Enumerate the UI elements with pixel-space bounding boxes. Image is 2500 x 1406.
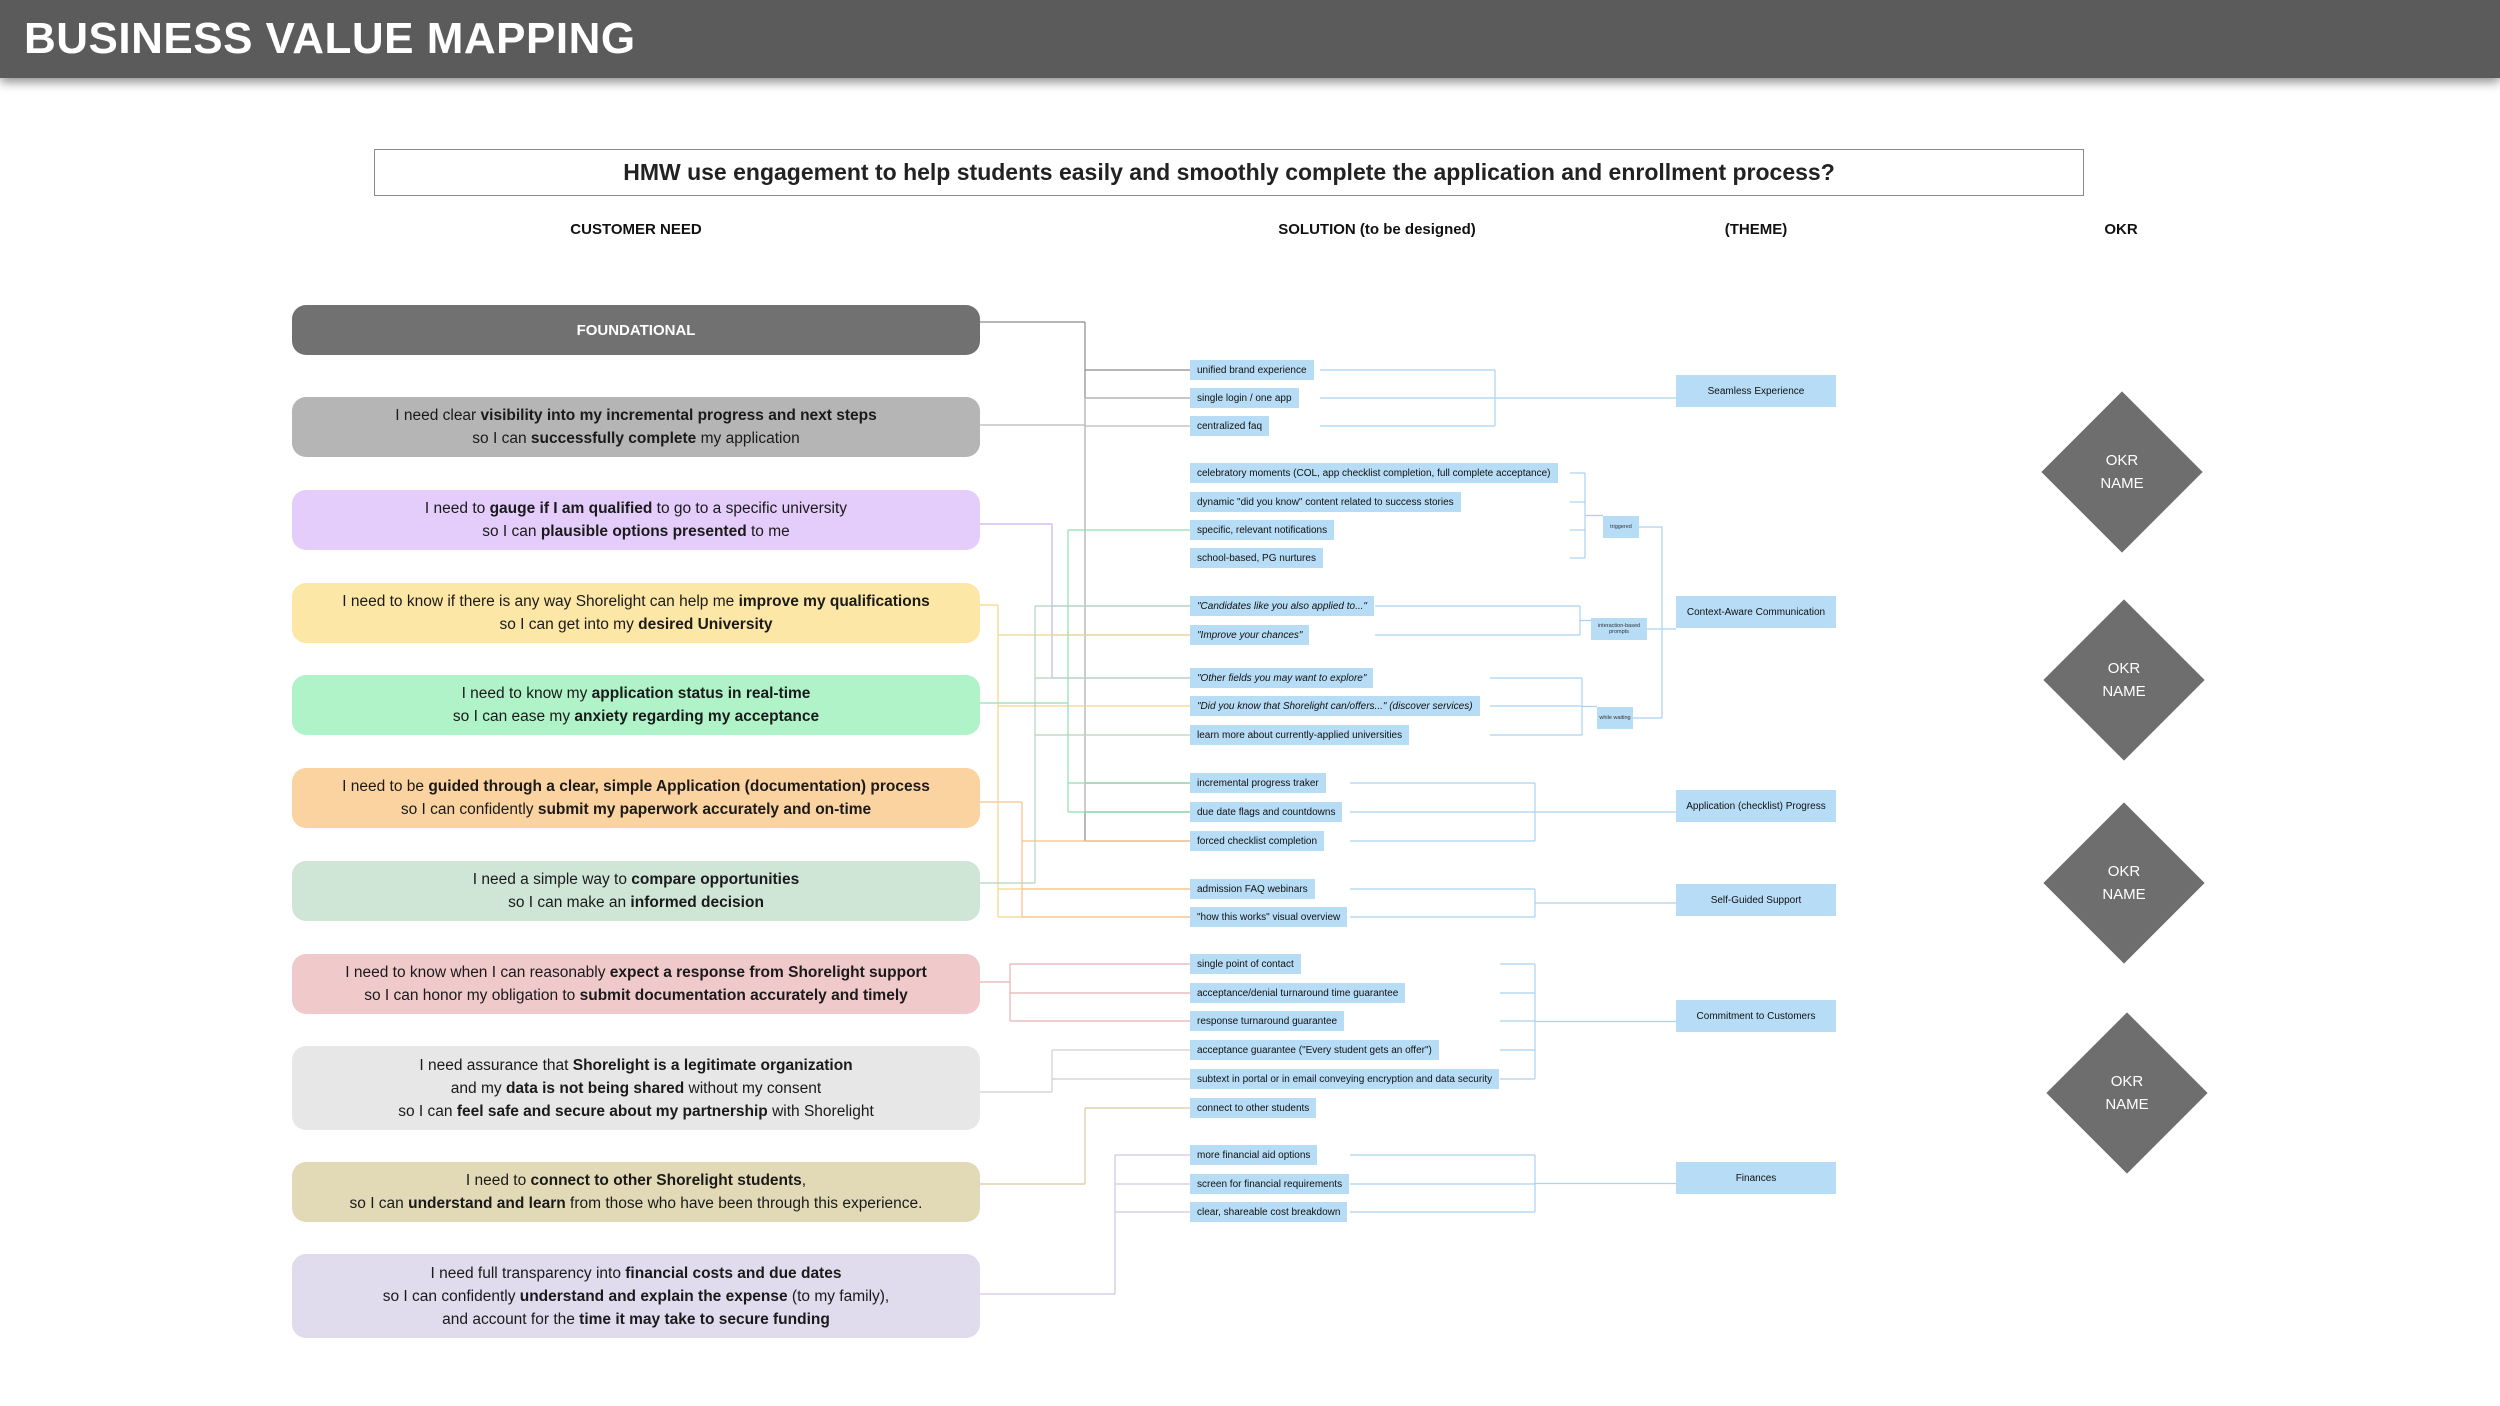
need-text-line — [499, 613, 772, 636]
solution-item: "how this works" visual overview — [1190, 907, 1347, 927]
solution-item: admission FAQ webinars — [1190, 879, 1315, 899]
need-text-segment: I need a simple way to — [472, 871, 632, 888]
okr-label-line: OKR — [2110, 1073, 2144, 1090]
need-text-line — [577, 319, 696, 342]
need-text-segment: I need to know my — [461, 685, 592, 702]
need-text-segment: financial costs and due dates — [625, 1264, 842, 1282]
need-text-segment: expect a response from Shorelight support — [609, 964, 927, 981]
okr-label-line: OKR — [2105, 452, 2139, 469]
connector-line — [980, 605, 998, 917]
need-financial — [292, 1254, 980, 1338]
theme-box: Context-Aware Communication — [1676, 596, 1836, 628]
need-text-segment: so I can get into my — [499, 616, 639, 633]
okr-label-line: NAME — [2102, 886, 2146, 903]
okr-label — [2042, 449, 2202, 495]
need-text-segment: improve my qualifications — [738, 593, 930, 610]
solution-item: school-based, PG nurtures — [1190, 548, 1323, 568]
connector-line — [980, 1050, 1052, 1092]
need-text-segment: time it may take to secure funding — [579, 1310, 830, 1328]
need-text-segment: so I can — [349, 1195, 409, 1212]
need-guided — [292, 768, 980, 828]
need-text-line — [466, 1169, 806, 1192]
connector-line — [980, 964, 1010, 1021]
need-text-segment: guided through a clear, simple Application (documentation) process — [428, 778, 930, 795]
okr-label — [2044, 657, 2204, 703]
need-text-segment: connect to other Shorelight students — [530, 1172, 802, 1189]
need-text-segment: visibility into my incremental progress and next steps — [480, 407, 877, 424]
okr-label-line: NAME — [2105, 1096, 2149, 1113]
need-text-segment: my application — [696, 430, 800, 447]
need-text-segment: Shorelight is a legitimate organization — [572, 1056, 853, 1074]
need-text-line — [482, 520, 790, 543]
need-legitimate — [292, 1046, 980, 1130]
need-text-segment: , — [801, 1172, 807, 1189]
need-text-segment: gauge if I am qualified — [489, 500, 653, 517]
need-text-segment: submit my paperwork accurately and on-time — [537, 801, 872, 818]
okr-label-line: OKR — [2107, 863, 2141, 880]
need-connect — [292, 1162, 980, 1222]
need-text-line — [342, 775, 930, 798]
need-text-segment: desired University — [638, 616, 773, 633]
need-text-line — [342, 590, 930, 613]
need-text-line — [401, 798, 871, 821]
need-text-segment: and account for the — [442, 1310, 580, 1328]
need-text-line — [383, 1285, 890, 1308]
solution-item: learn more about currently-applied universities — [1190, 725, 1409, 745]
solution-item: unified brand experience — [1190, 360, 1314, 380]
okr-label-line: NAME — [2102, 683, 2146, 700]
solution-item: "Did you know that Shorelight can/offers..." (discover services) — [1190, 696, 1480, 716]
okr-label-line: OKR — [2107, 660, 2141, 677]
solution-item: subtext in portal or in email conveying encryption and data security — [1190, 1069, 1499, 1089]
connector-line — [980, 524, 1052, 678]
need-text-segment: plausible options presented — [540, 523, 747, 540]
need-text-segment: successfully complete — [530, 430, 697, 447]
need-text-line — [345, 961, 926, 984]
connector-line — [980, 802, 1022, 917]
need-text-line — [442, 1308, 830, 1331]
need-text-segment: compare opportunities — [631, 871, 800, 888]
need-text-line — [472, 427, 799, 450]
subtheme-tag: interaction-based prompts — [1591, 618, 1647, 640]
column-header-solution: SOLUTION (to be designed) — [1278, 221, 1476, 238]
need-text-segment: I need full transparency into — [430, 1264, 626, 1282]
column-header-okr: OKR — [2104, 221, 2138, 238]
okr-label — [2047, 1070, 2207, 1116]
need-text-segment: to go to a specific university — [652, 500, 848, 517]
connector-line — [980, 1108, 1085, 1184]
theme-box: Self-Guided Support — [1676, 884, 1836, 916]
need-text-segment: I need to — [424, 500, 490, 517]
page-title: BUSINESS VALUE MAPPING — [24, 14, 636, 63]
connector-line — [980, 322, 1085, 841]
need-text-segment: (to my family), — [787, 1287, 890, 1305]
theme-box: Application (checklist) Progress — [1676, 790, 1836, 822]
solution-item: forced checklist completion — [1190, 831, 1324, 851]
need-compare — [292, 861, 980, 921]
need-text-line — [451, 1077, 821, 1100]
need-text-line — [395, 404, 877, 427]
need-text-line — [425, 497, 847, 520]
need-text-segment: so I can ease my — [452, 708, 575, 725]
need-text-segment: so I can honor my obligation to — [364, 987, 580, 1004]
need-text-line — [462, 682, 811, 705]
column-header-customer-need: CUSTOMER NEED — [570, 221, 702, 238]
okr-label-line: NAME — [2100, 475, 2144, 492]
need-text-segment: data is not being shared — [505, 1079, 685, 1097]
connector-line — [980, 530, 1068, 812]
need-text-segment: submit documentation accurately and timely — [579, 987, 908, 1004]
need-text-segment: so I can confidently — [382, 1287, 520, 1305]
need-text-segment: I need to know when I can reasonably — [345, 964, 610, 981]
need-visibility — [292, 397, 980, 457]
solution-item: single point of contact — [1190, 954, 1301, 974]
solution-item: clear, shareable cost breakdown — [1190, 1202, 1347, 1222]
need-text-segment: so I can — [398, 1102, 457, 1120]
need-text-line — [431, 1262, 842, 1285]
need-text-segment: with Shorelight — [767, 1102, 874, 1120]
need-text-line — [419, 1054, 852, 1077]
need-text-segment: I need to know if there is any way Shorelight can help me — [342, 593, 739, 610]
okr-label — [2044, 860, 2204, 906]
subtheme-tag: while waiting — [1597, 707, 1633, 729]
need-text-line — [473, 868, 799, 891]
need-text-segment: I need assurance that — [419, 1056, 573, 1074]
column-header-theme: (THEME) — [1724, 221, 1788, 238]
need-text-line — [453, 705, 819, 728]
connector-line — [980, 1155, 1115, 1294]
solution-item: acceptance guarantee ("Every student gets an offer") — [1190, 1040, 1439, 1060]
need-text-line — [364, 984, 908, 1007]
hmw-question: HMW use engagement to help students easily and smoothly complete the application and enrollment process? — [374, 149, 2084, 196]
solution-item: "Improve your chances" — [1190, 625, 1309, 645]
need-text-segment: I need clear — [395, 407, 481, 424]
solution-item: dynamic "did you know" content related to success stories — [1190, 492, 1461, 512]
need-response — [292, 954, 980, 1014]
solution-item: due date flags and countdowns — [1190, 802, 1342, 822]
need-improve — [292, 583, 980, 643]
solution-item: more financial aid options — [1190, 1145, 1317, 1165]
theme-box: Seamless Experience — [1676, 375, 1836, 407]
need-text-segment: so I can — [472, 430, 531, 447]
solution-item: single login / one app — [1190, 388, 1299, 408]
need-text-line — [508, 891, 764, 914]
solution-item: connect to other students — [1190, 1098, 1316, 1118]
need-text-segment: without my consent — [684, 1079, 822, 1097]
solution-item: screen for financial requirements — [1190, 1174, 1349, 1194]
need-text-segment: so I can confidently — [400, 801, 538, 818]
need-text-line — [398, 1100, 874, 1123]
need-status — [292, 675, 980, 735]
need-text-segment: I need to be — [342, 778, 429, 795]
solution-item: specific, relevant notifications — [1190, 520, 1334, 540]
need-text-segment: FOUNDATIONAL — [576, 321, 696, 339]
theme-box: Finances — [1676, 1162, 1836, 1194]
solution-item: centralized faq — [1190, 416, 1269, 436]
subtheme-tag: triggered — [1603, 516, 1639, 538]
need-text-segment: and my — [450, 1079, 506, 1097]
need-text-segment: feel safe and secure about my partnership — [456, 1102, 768, 1120]
solution-item: celebratory moments (COL, app checklist completion, full complete acceptance) — [1190, 463, 1558, 483]
need-text-segment: understand and learn — [408, 1195, 566, 1212]
need-text-segment: from those who have been through this experience. — [565, 1195, 923, 1212]
need-text-segment: I need to — [465, 1172, 531, 1189]
need-text-line — [350, 1192, 923, 1215]
need-foundational — [292, 305, 980, 355]
solution-item: response turnaround guarantee — [1190, 1011, 1344, 1031]
solution-item: "Other fields you may want to explore" — [1190, 668, 1373, 688]
need-text-segment: understand and explain the expense — [519, 1287, 788, 1305]
need-text-segment: informed decision — [630, 894, 764, 911]
need-text-segment: application status in real-time — [591, 685, 811, 702]
theme-box: Commitment to Customers — [1676, 1000, 1836, 1032]
need-text-segment: so I can — [482, 523, 541, 540]
need-text-segment: anxiety regarding my acceptance — [574, 708, 820, 725]
solution-item: "Candidates like you also applied to..." — [1190, 596, 1374, 616]
solution-item: acceptance/denial turnaround time guarantee — [1190, 983, 1405, 1003]
need-text-segment: to me — [746, 523, 790, 540]
solution-item: incremental progress traker — [1190, 773, 1326, 793]
need-gauge — [292, 490, 980, 550]
need-text-segment: so I can make an — [508, 894, 631, 911]
